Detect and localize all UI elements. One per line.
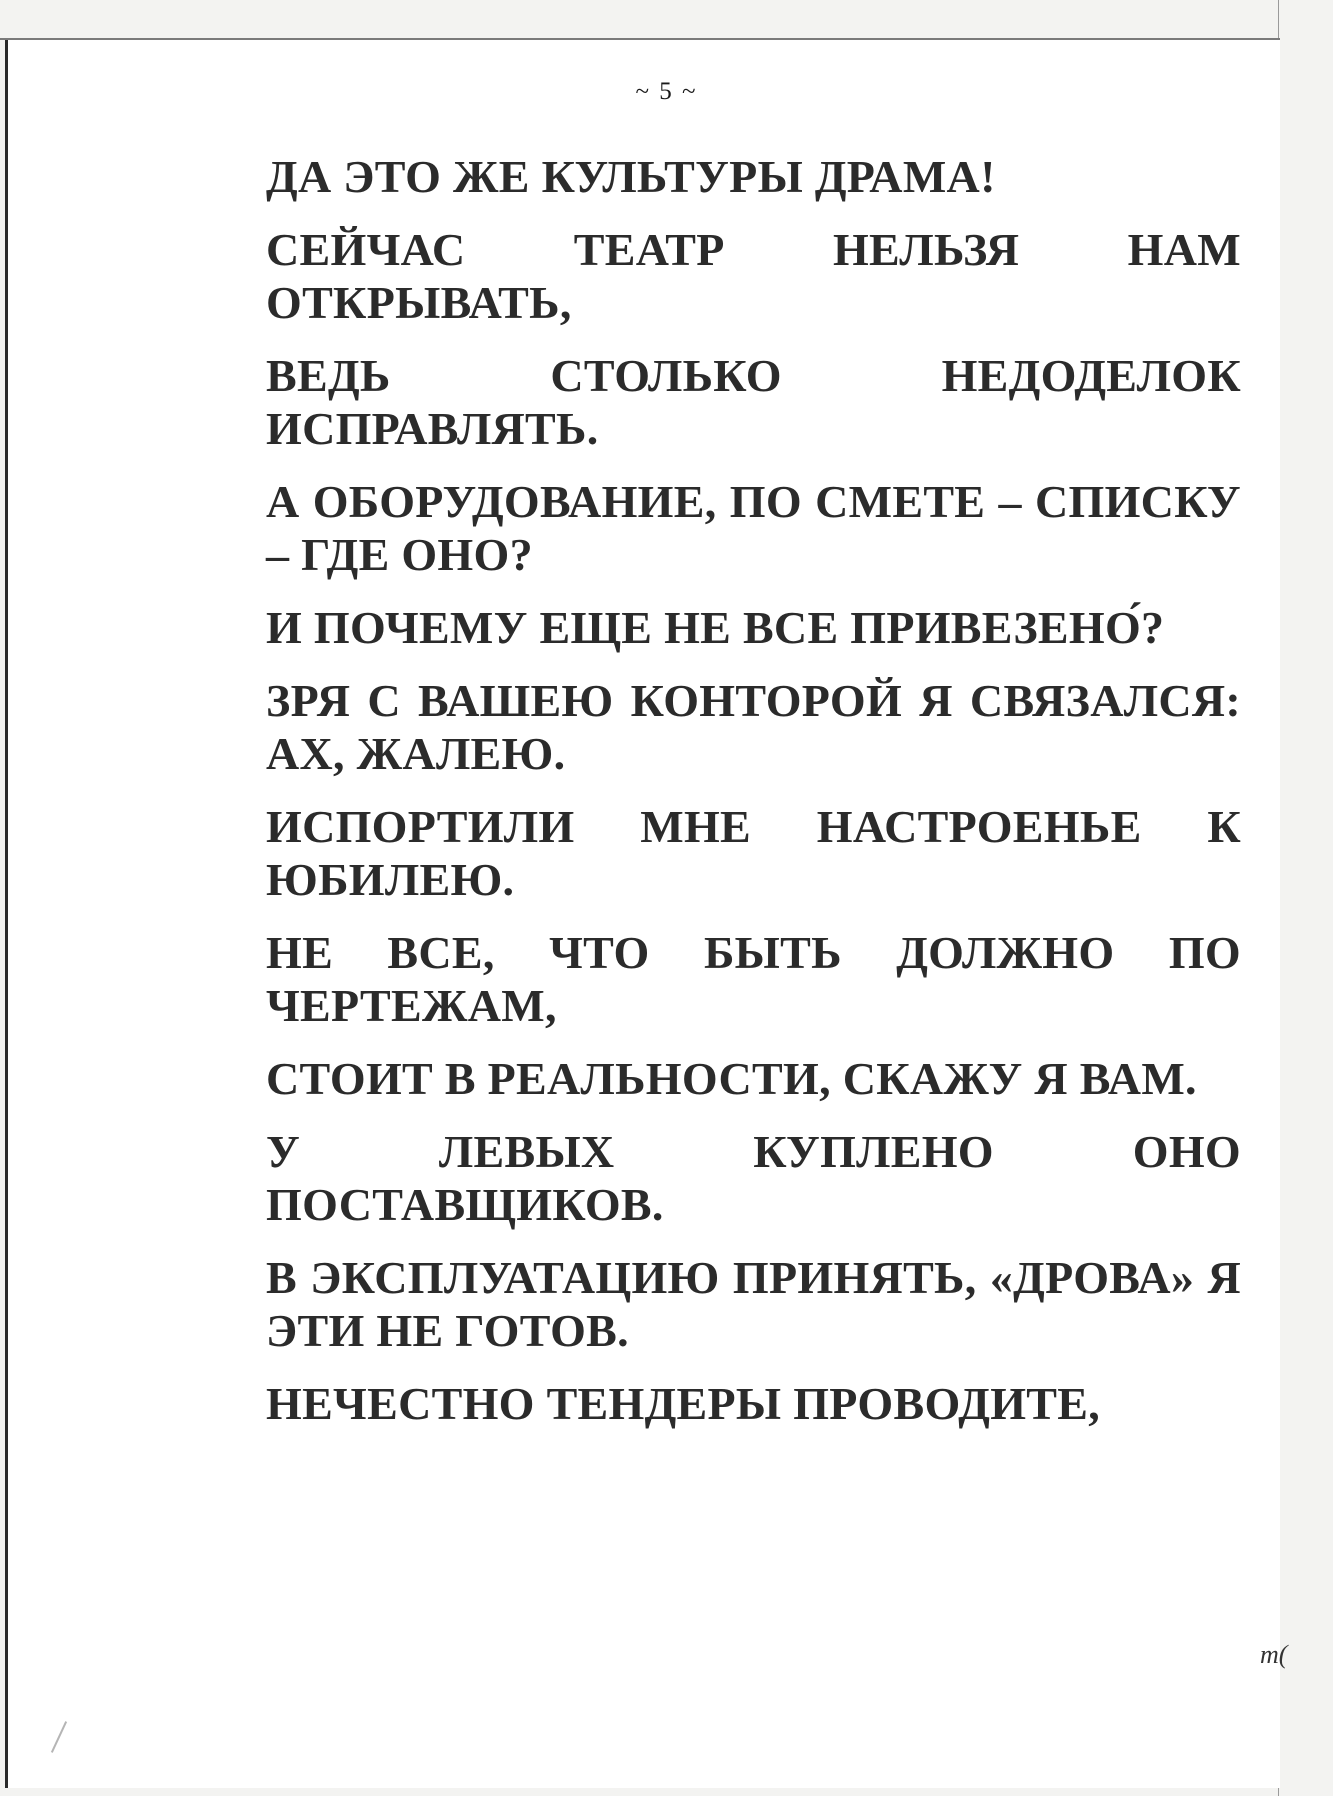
page-number: ~ 5 ~ [635, 78, 698, 105]
poem-line: СТОИТ В РЕАЛЬНОСТИ, СКАЖУ Я ВАМ. [266, 1053, 1197, 1104]
poem-line: СЕЙЧАС ТЕАТР НЕЛЬЗЯ НАМ ОТКРЫВАТЬ, [266, 224, 1241, 328]
poem-text [266, 150, 1241, 1450]
poem-line: А ОБОРУДОВАНИЕ, ПО СМЕТЕ – СПИСКУ – ГДЕ ОНО? [266, 476, 1241, 580]
poem-line: ИСПОРТИЛИ МНЕ НАСТРОЕНЬЕ К ЮБИЛЕЮ. [266, 801, 1241, 905]
poem-line: ЗРЯ С ВАШЕЮ КОНТОРОЙ Я СВЯЗАЛСЯ: АХ, ЖАЛЕЮ. [266, 675, 1241, 779]
poem-line: И ПОЧЕМУ ЕЩЕ НЕ ВСЕ ПРИВЕЗЕНО́? [266, 602, 1165, 653]
poem-line: В ЭКСПЛУАТАЦИЮ ПРИНЯТЬ, «ДРОВА» Я ЭТИ НЕ ГОТОВ. [266, 1252, 1241, 1356]
poem-line: НЕЧЕСТНО ТЕНДЕРЫ ПРОВОДИТЕ, [266, 1378, 1101, 1429]
handwritten-corner-note: т( [1260, 1640, 1288, 1669]
scan-top-edge [0, 38, 1280, 40]
poem-line: ДА ЭТО ЖЕ КУЛЬТУРЫ ДРАМА! [266, 151, 996, 202]
poem-line: ВЕДЬ СТОЛЬКО НЕДОДЕЛОК ИСПРАВЛЯТЬ. [266, 350, 1241, 454]
poem-line: НЕ ВСЕ, ЧТО БЫТЬ ДОЛЖНО ПО ЧЕРТЕЖАМ, [266, 927, 1241, 1031]
poem-line: У ЛЕВЫХ КУПЛЕНО ОНО ПОСТАВЩИКОВ. [266, 1126, 1241, 1230]
